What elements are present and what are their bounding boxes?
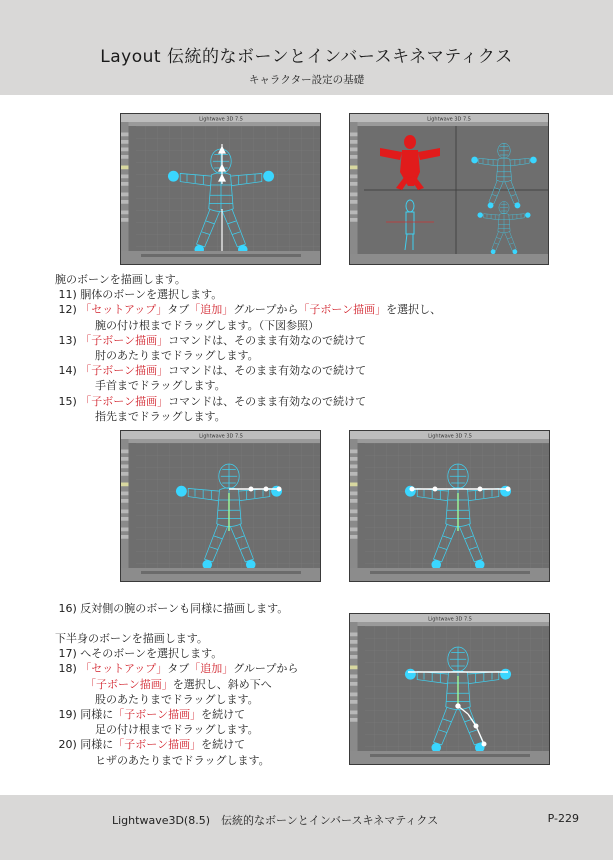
screenshot-leg-bones — [349, 613, 550, 765]
leg-bone-instructions — [55, 631, 298, 768]
step-13-cont: 肘のあたりまでドラッグします。 — [95, 349, 259, 363]
step-15: 15) 「子ボーン描画」コマンドは、そのまま有効なので続けて — [58, 394, 367, 408]
step-18: 18) 「セットアップ」タブ「追加」グループから — [58, 662, 299, 676]
screenshot-arm-bones-1 — [120, 430, 321, 582]
screenshot-quad-view — [349, 113, 549, 265]
step-12: 12) 「セットアップ」タブ「追加」グループから「子ボーン描画」を選択し、 — [58, 303, 442, 317]
page-number: P-229 — [547, 812, 579, 825]
step-18-line2: 「子ボーン描画」を選択し、斜め下へ — [85, 677, 272, 691]
page-title: Layout 伝統的なボーンとインバースキネマティクス — [100, 47, 513, 67]
arm-bone-instructions — [55, 272, 441, 424]
viewport-title: Lightwave 3D 7.5 — [428, 616, 472, 623]
page-header — [0, 0, 613, 95]
step-16-block — [55, 601, 288, 616]
section-intro: 下半身のボーンを描画します。 — [55, 632, 208, 645]
step-12-cont: 腕の付け根までドラッグします。（下図参照） — [95, 318, 320, 332]
step-15-cont: 指先までドラッグします。 — [95, 409, 226, 423]
step-20: 20) 同様に「子ボーン描画」を続けて — [58, 738, 246, 752]
step-20-cont: ヒザのあたりまでドラッグします。 — [95, 753, 270, 767]
step-19-cont: 足の付け根までドラッグします。 — [95, 723, 259, 737]
step-14: 14) 「子ボーン描画」コマンドは、そのまま有効なので続けて — [58, 364, 367, 378]
viewport-title: Lightwave 3D 7.5 — [199, 116, 243, 123]
viewport-title: Lightwave 3D 7.5 — [427, 116, 471, 123]
step-14-cont: 手首までドラッグします。 — [95, 379, 226, 393]
step-19: 19) 同様に「子ボーン描画」を続けて — [58, 708, 246, 722]
page-subtitle: キャラクター設定の基礎 — [248, 74, 365, 86]
viewport-title: Lightwave 3D 7.5 — [199, 433, 243, 440]
screenshot-arm-bones-2 — [349, 430, 550, 582]
step-17: 17) へそのボーンを選択します。 — [58, 647, 223, 661]
step-16: 16) 反対側の腕のボーンも同様に描画します。 — [58, 602, 289, 615]
viewport-title: Lightwave 3D 7.5 — [428, 433, 472, 440]
footer-book-title: Lightwave3D(8.5) 伝統的なボーンとインバースキネマティクス — [112, 814, 439, 827]
step-13: 13) 「子ボーン描画」コマンドは、そのまま有効なので続けて — [58, 333, 367, 347]
page-footer — [0, 795, 613, 860]
step-11: 11) 胴体のボーンを選択します。 — [58, 288, 223, 302]
step-18-cont: 股のあたりまでドラッグします。 — [95, 692, 259, 706]
screenshot-torso-bones — [120, 113, 321, 265]
section-intro: 腕のボーンを描画します。 — [55, 273, 186, 286]
